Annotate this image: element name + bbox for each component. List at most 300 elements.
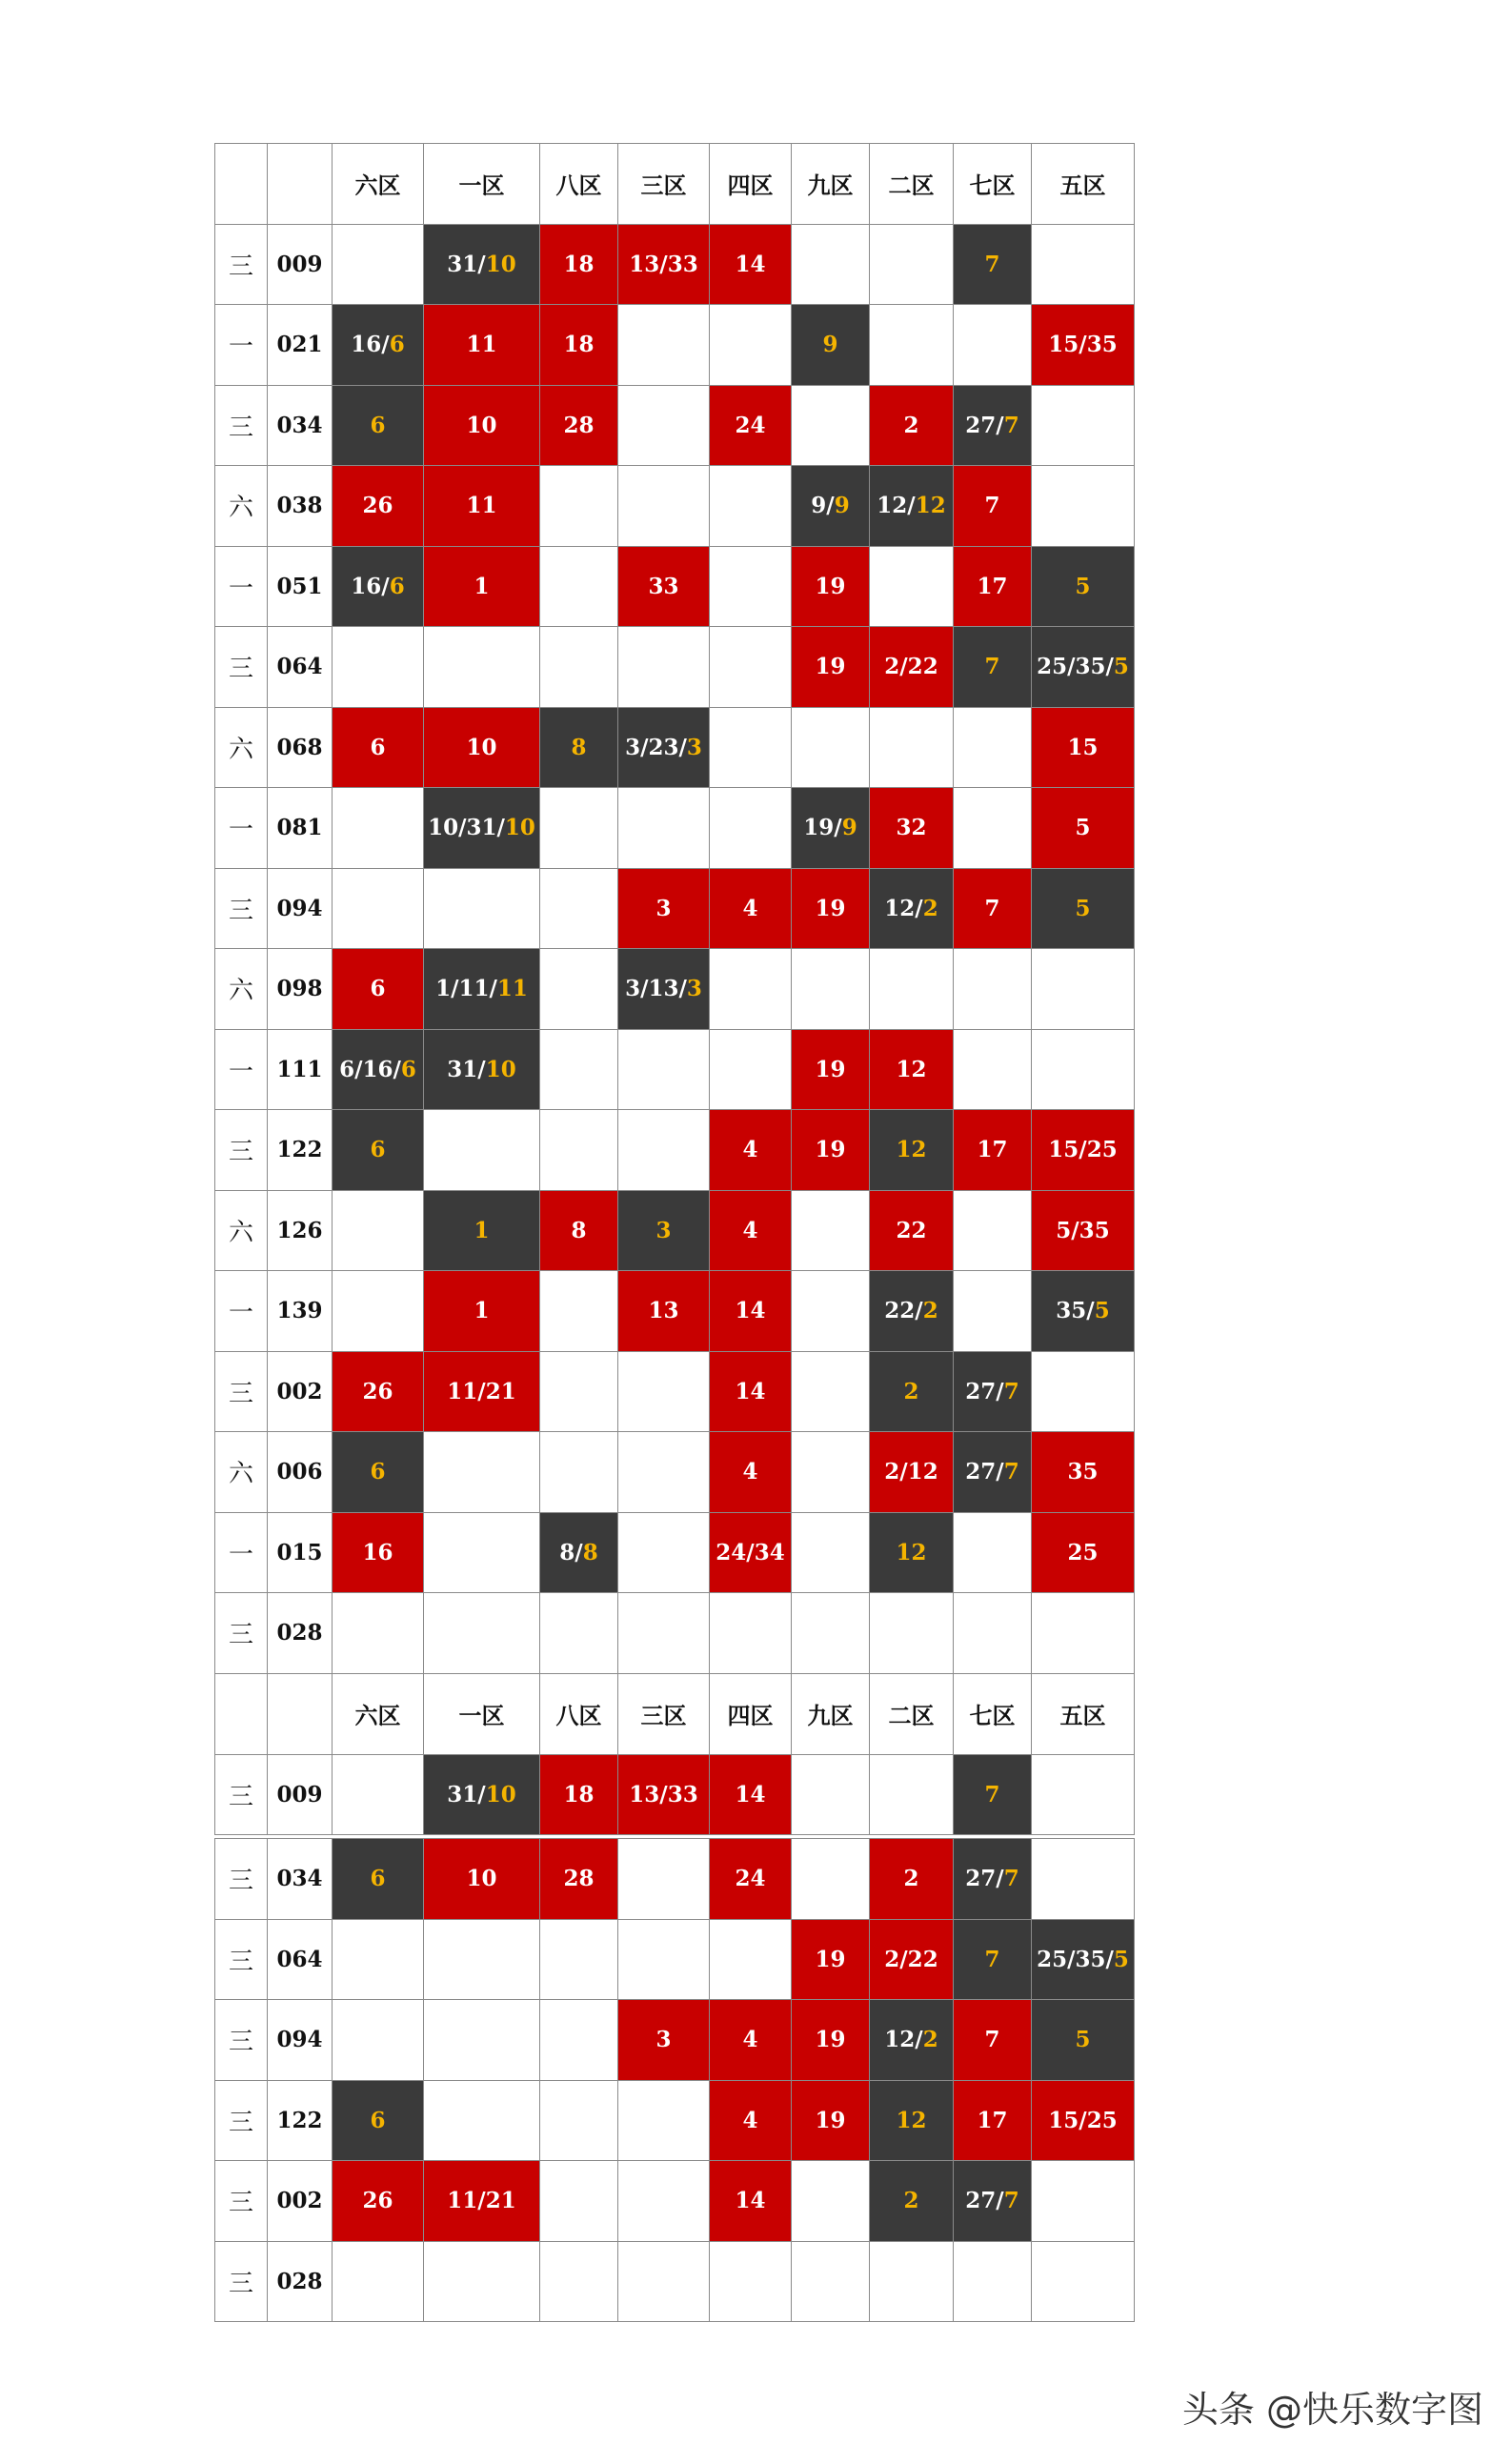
red-value-cell [424, 2161, 540, 2242]
issue-number-cell: 051 [268, 546, 333, 627]
dark-value-cell [424, 949, 540, 1030]
empty-cell [792, 2161, 870, 2242]
issue-number-cell: 002 [268, 1351, 333, 1432]
weekday-cell: 三 [215, 2000, 268, 2081]
number-text: 2/22 [884, 1946, 938, 1972]
empty-cell [954, 788, 1032, 869]
red-value-cell [710, 1110, 792, 1191]
empty-cell [424, 1593, 540, 1674]
number-text: 19 [815, 1946, 846, 1972]
column-header: 七区 [954, 144, 1032, 225]
red-value-cell [870, 1919, 954, 2000]
empty-cell [1032, 949, 1135, 1030]
empty-cell [1032, 2161, 1135, 2242]
weekday-cell: 六 [215, 1432, 268, 1513]
number-text: 28 [563, 1866, 595, 1892]
red-value-cell [618, 224, 710, 305]
column-header: 六区 [333, 144, 424, 225]
highlight-number: 6 [400, 1056, 416, 1082]
table-row [215, 1271, 1135, 1352]
watermark-text: 头条 @快乐数字图 [1181, 2389, 1483, 2431]
dark-value-cell [870, 2080, 954, 2161]
column-header: 一区 [424, 144, 540, 225]
empty-cell [710, 707, 792, 788]
table-row [215, 627, 1135, 708]
red-value-cell [333, 707, 424, 788]
table-row [215, 546, 1135, 627]
table-row [215, 949, 1135, 1030]
filtered-grid-table [214, 1838, 1135, 2322]
number-text: 4 [742, 2027, 758, 2053]
number-text: 19 [815, 2107, 846, 2133]
dark-value-cell [870, 2161, 954, 2242]
weekday-cell: 一 [215, 1271, 268, 1352]
number-text: 19 [815, 654, 846, 680]
empty-cell [424, 868, 540, 949]
empty-cell [540, 2000, 618, 2081]
number-text: 6 [370, 734, 386, 760]
column-header: 九区 [792, 1674, 870, 1755]
empty-cell [792, 1593, 870, 1674]
highlight-number: 12 [915, 493, 946, 519]
red-value-cell [424, 1839, 540, 1920]
number-text: 19 [815, 895, 846, 921]
number-text: 10 [466, 1866, 497, 1892]
empty-cell [333, 224, 424, 305]
empty-cell [540, 1110, 618, 1191]
weekday-cell: 三 [215, 868, 268, 949]
dark-value-cell [1032, 2000, 1135, 2081]
issue-number-cell: 122 [268, 2080, 333, 2161]
number-text: 26 [362, 1378, 393, 1404]
empty-cell [792, 224, 870, 305]
number-text: 14 [735, 251, 766, 277]
red-value-cell [618, 1754, 710, 1835]
number-text: 16/ [351, 332, 390, 358]
table-row [215, 2241, 1135, 2322]
highlight-number: 3 [686, 976, 702, 1002]
dark-value-cell [618, 1190, 710, 1271]
empty-cell [618, 627, 710, 708]
red-value-cell [870, 1839, 954, 1920]
issue-number-cell: 002 [268, 2161, 333, 2242]
red-value-cell [424, 466, 540, 547]
red-value-cell [792, 1110, 870, 1191]
empty-cell [1032, 1351, 1135, 1432]
number-text: 7 [984, 493, 1000, 519]
red-value-cell [710, 868, 792, 949]
table-row [215, 305, 1135, 386]
highlight-number: 12 [896, 2107, 927, 2133]
table-row [215, 1754, 1135, 1835]
red-value-cell [540, 1190, 618, 1271]
red-value-cell [1032, 305, 1135, 386]
empty-cell [954, 949, 1032, 1030]
empty-cell [870, 305, 954, 386]
number-text: 32 [896, 815, 927, 841]
highlight-number: 7 [1003, 1378, 1019, 1404]
empty-cell [870, 707, 954, 788]
dark-value-cell [333, 1029, 424, 1110]
highlight-number: 8 [571, 734, 587, 760]
table-row [215, 385, 1135, 466]
empty-cell [954, 1271, 1032, 1352]
highlight-number: 7 [984, 251, 1000, 277]
weekday-cell: 三 [215, 1593, 268, 1674]
red-value-cell [1032, 1110, 1135, 1191]
header-row [215, 1674, 1135, 1755]
header-row [215, 144, 1135, 225]
empty-cell [424, 2241, 540, 2322]
number-text: 27/ [965, 412, 1004, 438]
number-text: 31/ [447, 1781, 486, 1808]
number-text: 33 [648, 573, 679, 599]
number-text: 19 [815, 1137, 846, 1163]
number-text: 12 [896, 1056, 927, 1082]
red-value-cell [333, 466, 424, 547]
number-text: 3/13/ [625, 976, 687, 1002]
table-row [215, 466, 1135, 547]
red-value-cell [870, 1432, 954, 1513]
column-header: 八区 [540, 1674, 618, 1755]
empty-cell [618, 466, 710, 547]
empty-cell [710, 788, 792, 869]
number-text: 11 [466, 493, 497, 519]
weekday-cell: 一 [215, 1512, 268, 1593]
weekday-cell: 三 [215, 2241, 268, 2322]
empty-cell [870, 2241, 954, 2322]
highlight-number: 6 [370, 1137, 386, 1163]
number-text: 11/21 [447, 2188, 516, 2214]
issue-number-cell: 034 [268, 1839, 333, 1920]
empty-cell [540, 1029, 618, 1110]
repeat-grid-table [214, 1673, 1135, 1835]
red-value-cell [618, 2000, 710, 2081]
issue-number-cell: 094 [268, 868, 333, 949]
empty-cell [1032, 2241, 1135, 2322]
number-text: 7 [984, 2027, 1000, 2053]
number-text: 24/34 [716, 1539, 785, 1565]
number-text: 12/ [884, 895, 923, 921]
table-row [215, 2000, 1135, 2081]
red-value-cell [792, 627, 870, 708]
red-value-cell [424, 546, 540, 627]
empty-cell [618, 788, 710, 869]
red-value-cell [710, 2080, 792, 2161]
red-value-cell [870, 1029, 954, 1110]
empty-cell [1032, 466, 1135, 547]
highlight-number: 1 [474, 1217, 490, 1243]
number-text: 25 [1067, 1539, 1099, 1565]
weekday-cell: 三 [215, 385, 268, 466]
empty-cell [792, 1432, 870, 1513]
number-text: 2/22 [884, 654, 938, 680]
column-header: 四区 [710, 144, 792, 225]
number-text: 35/ [1056, 1298, 1095, 1324]
number-text: 31/ [447, 1056, 486, 1082]
column-header: 二区 [870, 1674, 954, 1755]
empty-cell [870, 224, 954, 305]
highlight-number: 2 [922, 1298, 938, 1324]
empty-cell [792, 707, 870, 788]
number-text: 26 [362, 493, 393, 519]
red-value-cell [710, 2161, 792, 2242]
table-row [215, 1512, 1135, 1593]
red-value-cell [954, 2080, 1032, 2161]
red-value-cell [710, 1512, 792, 1593]
red-value-cell [1032, 2080, 1135, 2161]
highlight-number: 10 [504, 815, 535, 841]
weekday-cell: 三 [215, 2080, 268, 2161]
highlight-number: 2 [903, 1378, 919, 1404]
column-header: 三区 [618, 144, 710, 225]
empty-cell [540, 466, 618, 547]
highlight-number: 7 [1003, 1459, 1019, 1485]
highlight-number: 6 [370, 2107, 386, 2133]
issue-number-cell: 064 [268, 627, 333, 708]
red-value-cell [710, 224, 792, 305]
column-header: 六区 [333, 1674, 424, 1755]
table-row [215, 224, 1135, 305]
highlight-number: 10 [485, 1781, 516, 1808]
issue-number-cell: 015 [268, 1512, 333, 1593]
empty-cell [954, 1029, 1032, 1110]
number-text: / [477, 251, 486, 277]
highlight-number: 5 [1075, 2027, 1091, 2053]
number-text: 8/ [559, 1539, 583, 1565]
empty-cell [792, 1512, 870, 1593]
number-text: 19 [815, 1056, 846, 1082]
weekday-cell: 一 [215, 546, 268, 627]
highlight-number: 12 [896, 1539, 927, 1565]
empty-cell [710, 305, 792, 386]
empty-cell [870, 1754, 954, 1835]
red-value-cell [792, 1029, 870, 1110]
dark-value-cell [954, 1919, 1032, 2000]
issue-number-cell: 094 [268, 2000, 333, 2081]
number-text: 27/ [965, 2188, 1004, 2214]
dark-value-cell [1032, 1271, 1135, 1352]
issue-number-cell: 009 [268, 1754, 333, 1835]
dark-value-cell [424, 1029, 540, 1110]
number-text: 10 [466, 734, 497, 760]
empty-cell [792, 1271, 870, 1352]
empty-cell [710, 546, 792, 627]
dark-value-cell [954, 1754, 1032, 1835]
dark-value-cell [792, 466, 870, 547]
column-header: 四区 [710, 1674, 792, 1755]
number-text: 3/23/ [625, 734, 687, 760]
number-text: 15 [1067, 734, 1099, 760]
dark-value-cell [792, 305, 870, 386]
empty-cell [424, 2000, 540, 2081]
table-row [215, 1432, 1135, 1513]
empty-cell [618, 1110, 710, 1191]
highlight-number: 9 [834, 493, 850, 519]
number-text: 5/35 [1056, 1217, 1110, 1243]
weekday-cell: 一 [215, 788, 268, 869]
dark-value-cell [870, 1110, 954, 1191]
dark-value-cell [424, 1754, 540, 1835]
empty-cell [792, 2241, 870, 2322]
number-text: 13/33 [629, 251, 698, 277]
red-value-cell [1032, 788, 1135, 869]
dark-value-cell [954, 1432, 1032, 1513]
issue-number-cell: 111 [268, 1029, 333, 1110]
number-text: 6/16/ [339, 1056, 401, 1082]
empty-cell [618, 1593, 710, 1674]
issue-number-cell: 064 [268, 1919, 333, 2000]
issue-number-cell: 081 [268, 788, 333, 869]
issue-number-cell: 038 [268, 466, 333, 547]
red-value-cell [1032, 1190, 1135, 1271]
empty-cell [333, 1190, 424, 1271]
issue-number-cell: 139 [268, 1271, 333, 1352]
number-text: 14 [735, 1298, 766, 1324]
empty-cell [424, 627, 540, 708]
main-grid-table [214, 143, 1135, 1674]
empty-cell [540, 2161, 618, 2242]
dark-value-cell [333, 1110, 424, 1191]
dark-value-cell [333, 305, 424, 386]
number-text: 9/ [811, 493, 835, 519]
red-value-cell [870, 1190, 954, 1271]
empty-cell [618, 2161, 710, 2242]
red-value-cell [954, 2000, 1032, 2081]
empty-cell [618, 2241, 710, 2322]
empty-cell [710, 1919, 792, 2000]
weekday-cell: 三 [215, 1754, 268, 1835]
red-value-cell [954, 1110, 1032, 1191]
number-text: 3 [655, 895, 672, 921]
highlight-number: 12 [896, 1137, 927, 1163]
highlight-number: 9 [822, 332, 838, 358]
number-text: 19/ [803, 815, 842, 841]
red-value-cell [424, 1271, 540, 1352]
weekday-cell: 一 [215, 305, 268, 386]
red-value-cell [333, 1512, 424, 1593]
red-value-cell [424, 385, 540, 466]
red-value-cell [954, 868, 1032, 949]
table-row [215, 1110, 1135, 1191]
weekday-cell: 六 [215, 466, 268, 547]
dark-value-cell [954, 1351, 1032, 1432]
number-text: 24 [735, 412, 766, 438]
issue-number-cell: 126 [268, 1190, 333, 1271]
number-text: 14 [735, 1781, 766, 1808]
number-text: 4 [742, 1459, 758, 1485]
empty-cell [954, 707, 1032, 788]
empty-cell [870, 1593, 954, 1674]
number-text: 18 [563, 1781, 595, 1808]
red-value-cell [540, 224, 618, 305]
empty-cell [1032, 1754, 1135, 1835]
weekday-cell: 六 [215, 949, 268, 1030]
number-text: 25/35/ [1037, 1946, 1114, 1972]
number-text: 25/35/ [1037, 654, 1114, 680]
highlight-number: 3 [686, 734, 702, 760]
number-text: 22/ [884, 1298, 923, 1324]
highlight-number: 6 [370, 1866, 386, 1892]
number-text: 31 [447, 251, 478, 277]
dark-value-cell [540, 707, 618, 788]
highlight-number: 7 [984, 654, 1000, 680]
dark-value-cell [333, 1839, 424, 1920]
column-header [215, 144, 268, 225]
highlight-number: 7 [984, 1781, 1000, 1808]
dark-value-cell [333, 385, 424, 466]
red-value-cell [792, 1919, 870, 2000]
dark-value-cell [870, 1512, 954, 1593]
empty-cell [618, 1029, 710, 1110]
empty-cell [618, 1919, 710, 2000]
number-text: 4 [742, 895, 758, 921]
red-value-cell [1032, 1432, 1135, 1513]
empty-cell [710, 466, 792, 547]
issue-number-cell: 122 [268, 1110, 333, 1191]
dark-value-cell [424, 1190, 540, 1271]
table-row [215, 788, 1135, 869]
number-text: 8 [571, 1217, 587, 1243]
red-value-cell [424, 707, 540, 788]
highlight-number: 5 [1113, 1946, 1129, 1972]
red-value-cell [954, 466, 1032, 547]
highlight-number: 10 [485, 251, 516, 277]
empty-cell [424, 1512, 540, 1593]
empty-cell [1032, 1029, 1135, 1110]
number-text: 15/25 [1048, 1137, 1118, 1163]
empty-cell [424, 1919, 540, 2000]
empty-cell [424, 1432, 540, 1513]
highlight-number: 11 [496, 976, 528, 1002]
dark-value-cell [333, 2080, 424, 2161]
empty-cell [1032, 1593, 1135, 1674]
number-text: 1 [474, 1298, 490, 1324]
red-value-cell [1032, 1512, 1135, 1593]
number-text: 1 [474, 573, 490, 599]
highlight-number: 6 [370, 1459, 386, 1485]
empty-cell [424, 1110, 540, 1191]
red-value-cell [792, 546, 870, 627]
weekday-cell: 三 [215, 1351, 268, 1432]
highlight-number: 6 [389, 332, 405, 358]
highlight-number: 6 [389, 573, 405, 599]
red-value-cell [954, 546, 1032, 627]
red-value-cell [540, 385, 618, 466]
empty-cell [333, 868, 424, 949]
number-text: 15/25 [1048, 2107, 1118, 2133]
number-text: 18 [563, 332, 595, 358]
number-text: 17 [977, 1137, 1008, 1163]
red-value-cell [792, 868, 870, 949]
number-text: 11/21 [447, 1378, 516, 1404]
highlight-number: 9 [841, 815, 857, 841]
dark-value-cell [870, 2000, 954, 2081]
issue-number-cell: 034 [268, 385, 333, 466]
empty-cell [792, 1754, 870, 1835]
empty-cell [618, 1351, 710, 1432]
red-value-cell [870, 788, 954, 869]
empty-cell [618, 2080, 710, 2161]
dark-value-cell [870, 868, 954, 949]
empty-cell [540, 788, 618, 869]
column-header: 五区 [1032, 1674, 1135, 1755]
red-value-cell [333, 1351, 424, 1432]
empty-cell [618, 305, 710, 386]
column-header [268, 1674, 333, 1755]
highlight-number: 5 [1113, 654, 1129, 680]
issue-number-cell: 006 [268, 1432, 333, 1513]
